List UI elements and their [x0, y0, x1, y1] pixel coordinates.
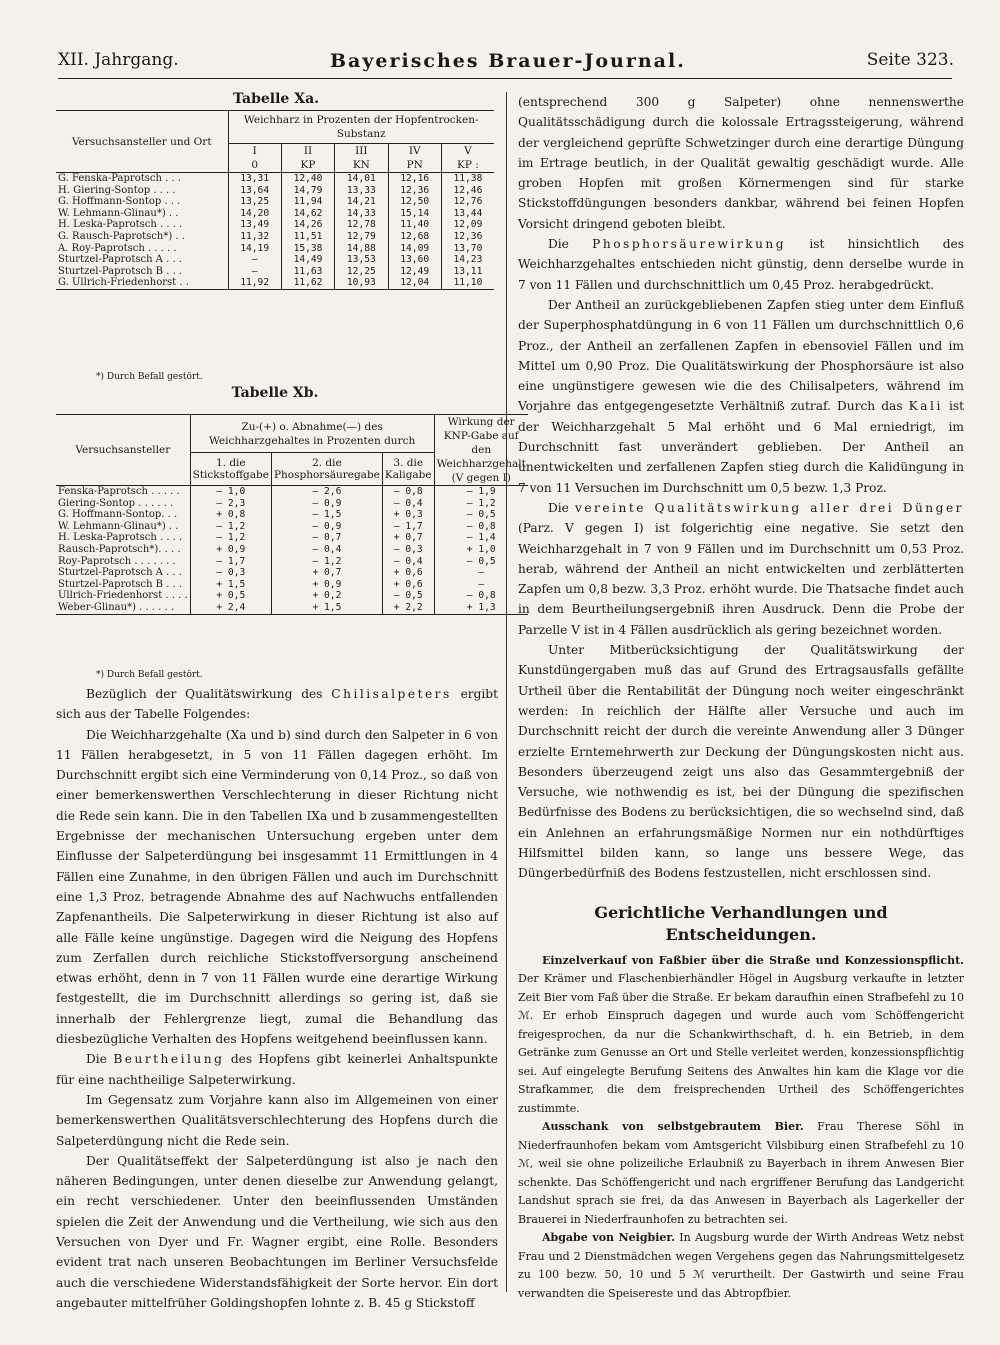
section-title [518, 902, 964, 946]
table-row [56, 254, 494, 266]
paragraph-emphasis: Chilisalpeters [331, 687, 452, 701]
volume-label: XII. Jahrgang. [58, 50, 179, 70]
table-b-row-name: G. Hoffmann-Sontop. . . [58, 509, 178, 521]
table-row [56, 544, 528, 556]
table-a-cell: 14,19 [228, 243, 281, 255]
table-b-cell: + 0,3 [382, 509, 434, 521]
table-a-roman-2: II [281, 144, 334, 159]
right-column [518, 92, 964, 1303]
table-a-row-name: W. Lehmann-Glinau*) . . [58, 207, 179, 219]
table-a-cell: 12,46 [441, 185, 494, 197]
table-b-cell: — 0,5 [382, 590, 434, 602]
table-a-row-name: G. Ullrich-Friedenhorst . . [56, 277, 228, 289]
table-b-cell: — 0,7 [271, 532, 382, 544]
table-b-cell: — 1,4 [434, 532, 528, 544]
table-b-cell: — 1,2 [434, 498, 528, 510]
table-row [56, 486, 528, 498]
table-row [56, 498, 528, 510]
left-column [56, 88, 526, 1310]
paragraph-emphasis: Phosphorsäurewirkung [592, 237, 787, 252]
table-a-cell: 13,44 [441, 208, 494, 220]
paragraph-emphasis: Kali [908, 399, 943, 414]
paragraph-rentabilitaet: Unter Mitberücksichtigung der Qualitätswirkung der Kunstdüngergaben muß das auf Grund des Ertragsausfalls gefällte Urtheil über die Rentabilität der Düngung noch weiter eingeschränkt werden: In reichlich der Hälfte aller Versuche und auch im Durchschnitt reicht der durch die vereinte Anwendung aller 3 Dünger erzielte Erntemehrwerth zur Deckung der Düngungskosten nicht aus. Besonders überzeugend zeigt uns also das Gesammtergebniß der Versuche, wie nothwendig es ist, bei der Düngung die spezifischen Bedürfnisse des Bodens zu berücksichtigen, die so wechselnd sind, daß ein Anlehnen an erfahrungsmäßige Normen nur ein nothdürftiges Hilfsmittel bilden kann, so lange uns bessere Wege, das Düngerbedürfniß des Bodens festzustellen, nicht erschlossen sind. [518, 643, 964, 881]
table-b-cell: + 0,6 [382, 567, 434, 579]
table-a-cell: 13,33 [335, 185, 388, 197]
table-a-row-name: G. Fenska-Paprotsch . . . [58, 173, 181, 184]
court-case-heading: Abgabe von Neigbier. [542, 1231, 676, 1245]
table-row [56, 521, 528, 533]
table-b-cell: + 0,9 [190, 544, 271, 556]
paragraph-qualitaetseffekt: Der Qualitätseffekt der Salpeterdüngung ist also je nach den näheren Bedingungen, unter denen dieselbe zur Anwendung gelangt, ein recht verschiedener. Unter den beeinflussenden Umständen spielen die Zeit der Anwendung und die Vertheilung, wie sich aus den Versuchen von Dyer und Fr. Wagner ergibt, eine Rolle. Besonders evident trat nach unseren Beobachtungen im Berliner Versuchsfelde auch die verschiedene Widerstandsfähigkeit der Sorte hervor. Ein dort angebauter mittelfrüher Goldingshopfen lohnte z. B. 45 g Stickstoff [56, 1153, 498, 1310]
section-title-line-1: Gerichtliche Verhandlungen und [594, 902, 888, 922]
paragraph-text: ist hinsichtlich des Weichharzgehaltes entschieden nicht günstig, denn derselbe wurde in 7 von 11 Fällen und durchschnittlich um 0,45 Proz. herabgedrückt. [518, 237, 965, 292]
table-a-cell: 12,79 [335, 231, 388, 243]
table-a-sub-4: PN [388, 158, 441, 173]
table-b-cell: — 1,7 [190, 556, 271, 568]
table-b-cell: — 1,2 [271, 556, 382, 568]
table-a-cell: 14,26 [281, 219, 334, 231]
table-row [56, 602, 528, 614]
table-a-roman-1: I [228, 144, 281, 159]
left-body-text [56, 684, 498, 1313]
table-a-cell: 12,16 [388, 173, 441, 185]
court-case-faszbier [518, 952, 964, 1119]
table-b-cell: + 0,7 [382, 532, 434, 544]
table-row [56, 556, 528, 568]
table-row [56, 231, 494, 243]
table-row [56, 173, 494, 185]
table-b-title: Tabelle Xb. [231, 385, 319, 401]
table-b-cell: + 0,5 [190, 590, 271, 602]
table-a-row-name: H. Leska-Paprotsch . . . . [58, 219, 183, 231]
table-a-cell: — [228, 254, 281, 266]
table-b-cell: + 0,6 [382, 579, 434, 591]
table-b-cell: — 2,3 [190, 498, 271, 510]
header-rule [58, 78, 952, 79]
paragraph-continued: (entsprechend 300 g Salpeter) ohne nennenswerthe Qualitätsschädigung durch die kolossale Ertragssteigerung, während der vergleichend geprüfte Schwetzinger durch eine derartige Düngung im Ertrage beutlich, in der Qualität gewaltig geschädigt wurde. Alle groben Hopfen mit großen Körnermengen sind für starke Stickstoffdüngungen besonders dankbar, während bei feinen Hopfen Vorsicht dringend geboten bleibt. [518, 95, 964, 231]
table-b-cell: — 1,9 [434, 486, 528, 498]
table-a-cell: 13,11 [441, 266, 494, 278]
paragraph-weichharz: Die Weichharzgehalte (Xa und b) sind durch den Salpeter in 6 von 11 Fällen herabgesetzt, in 5 von 11 Fällen dagegen erhöht. Im Durchschnitt ergibt sich eine Verminderung von 0,14 Proz., so daß von einer bemerkenswerthen Verschlechterung in dieser Richtung nicht die Rede sein kann. Die in den Tabellen IXa und b zusammengestellten Ergebnisse der mechanischen Untersuchung ergeben unter dem Einflusse der Salpeterdüngung bei insgesammt 11 Ermittlungen in 4 Fällen eine Zunahme, in den übrigen Fällen und auch im Durchschnitt eine 1,3 Proz. betragende Abnahme des auf Nachwuchs entfallenden Zapfenantheils. Die Salpeterwirkung in dieser Richtung ist also auf alle Fälle keine ungünstige. Dagegen wird die Neigung des Hopfens zum Zerfallen durch reichliche Stickstoffversorgung anscheinend etwas erhöht, denn in 7 von 11 Fällen wurde eine derartige Wirkung festgestellt, die im Durchschnitt allerdings so gering ist, daß sie innerhalb der Fehlergrenze liegt, zumal die Behandlung das diesbezügliche Verhalten des Hopfens weitgehend beeinflussen kann. [56, 727, 498, 1047]
table-b-row-name: Sturtzel-Paprotsch B . . . [58, 578, 183, 590]
table-a-cell: 12,40 [281, 173, 334, 185]
table-row [56, 532, 528, 544]
table-b-row-name: Giering-Sontop . . . . . . [58, 497, 174, 509]
journal-title: Bayerisches Brauer-Journal. [330, 50, 686, 72]
table-a-cell: 11,10 [441, 277, 494, 289]
table-b-cell: + 0,7 [271, 567, 382, 579]
table-b-cell: + 0,8 [190, 509, 271, 521]
table-row [56, 509, 528, 521]
table-a-cell: 14,79 [281, 185, 334, 197]
table-a-cell: 13,60 [388, 254, 441, 266]
table-a-cell: 14,21 [335, 196, 388, 208]
table-a-title: Tabelle Xa. [232, 91, 320, 107]
table-b-cell: + 1,3 [434, 602, 528, 614]
table-a-cell: 11,40 [388, 219, 441, 231]
table-b-cell: — 2,6 [271, 486, 382, 498]
table-a-row-name: Sturtzel-Paprotsch A . . . [58, 254, 182, 266]
table-b-cell: — 0,8 [382, 486, 434, 498]
paragraph-text: Die [86, 1052, 107, 1067]
table-row [56, 590, 528, 602]
table-a-cell: 14,49 [281, 254, 334, 266]
table-b-col-header-left: Versuchsansteller [56, 415, 190, 486]
paragraph-zapfen-kali [518, 295, 964, 498]
table-a-cell: 15,38 [281, 243, 334, 255]
paragraph-text: Die [548, 500, 569, 515]
table-a-roman-5: V [441, 144, 494, 159]
table-b-row-name: Roy-Paprotsch . . . . . . . [58, 555, 176, 567]
table-b-cell: — 0,4 [382, 556, 434, 568]
table-b-cell: — [434, 567, 528, 579]
table-a-cell: 12,50 [388, 196, 441, 208]
table-b-cell: — 1,2 [190, 532, 271, 544]
paragraph-text: Die [548, 237, 569, 252]
table-b-cell: + 0,9 [271, 579, 382, 591]
table-a-row-name: G. Hoffmann-Sontop . . . [58, 196, 181, 208]
paragraph-text: des Hopfens gibt keinerlei Anhaltspunkte für eine nachtheilige Salpeterwirkung. [56, 1052, 498, 1087]
table-row [56, 219, 494, 231]
table-b-cell: — 1,5 [271, 509, 382, 521]
table-b-sub-1: 1. die Stickstoffgabe [190, 453, 271, 486]
table-b-cell: — 0,4 [382, 498, 434, 510]
table-a-cell: 14,09 [388, 243, 441, 255]
table-b-row-name: Weber-Glinau*) . . . . . . [56, 602, 190, 614]
table-b-row-name: Ullrich-Friedenhorst . . . . [58, 590, 188, 602]
table-a-cell: 13,25 [228, 196, 281, 208]
paragraph-gegensatz: Im Gegensatz zum Vorjahre kann also im Allgemeinen von einer bemerkenswerthen Qualitätsverschlechterung des Hopfens durch die Salpeterdüngung nicht die Rede sein. [56, 1092, 498, 1148]
table-row [56, 243, 494, 255]
table-a-cell: 12,78 [335, 219, 388, 231]
table-b-cell: + 2,4 [190, 602, 271, 614]
table-b-cell: — 0,3 [190, 567, 271, 579]
table-a-cell: 13,70 [441, 243, 494, 255]
table-a-sub-2: KP [281, 158, 334, 173]
table-a-cell: 12,04 [388, 277, 441, 289]
table-a-cell: 11,32 [228, 231, 281, 243]
table-b-cell: + 2,2 [382, 602, 434, 614]
table-row [56, 208, 494, 220]
table-b-cell: — [434, 579, 528, 591]
table-row [56, 277, 494, 289]
column-divider [506, 92, 507, 1292]
table-a-cell: 14,33 [335, 208, 388, 220]
paragraph-emphasis: Beurtheilung [113, 1052, 225, 1067]
court-case-neigbier [518, 1229, 964, 1303]
table-a-cell: 12,36 [388, 185, 441, 197]
table-a-cell: 12,76 [441, 196, 494, 208]
table-b [56, 414, 528, 615]
table-a-cell: 12,49 [388, 266, 441, 278]
table-b-footnote: *) Durch Befall gestört. [96, 670, 203, 680]
table-a-roman-4: IV [388, 144, 441, 159]
table-a-cell: 14,88 [335, 243, 388, 255]
table-a-cell: 10,93 [335, 277, 388, 289]
table-a-cell: 11,62 [281, 277, 334, 289]
court-case-text: Frau Therese Söhl in Niederfraunhofen bekam vom Amtsgericht Vilsbiburg einen Strafbefehl zu 10 ℳ, weil sie ohne polizeiliche Erlaubniß zu Bayerbach in ihrem Anwesen Bier schenkte. Das Schöffengericht und nach ergriffener Berufung das Landgericht Landshut sprach sie frei, da das Anwesen in Bayerbach als Lagerkeller der Brauerei in Niederfraunhofen zu betrachten sei. [518, 1120, 964, 1226]
table-a-cell: 13,64 [228, 185, 281, 197]
court-case-heading: Ausschank von selbstgebrautem Bier. [542, 1120, 804, 1134]
table-b-sub-2: 2. die Phosphorsäuregabe [271, 453, 382, 486]
table-a-cell: 12,09 [441, 219, 494, 231]
paragraph-text: Der Antheil an zurückgebliebenen Zapfen stieg unter dem Einfluß der Superphosphatdüngung in 6 von 11 Fällen um durchschnittlich 0,6 Proz., der Antheil an zerfallenen Zapfen in ebensoviel Fällen und im Mittel um 0,90 Proz. Die Qualitätswirkung der Phosphorsäure ist also eine ungünstigere gewesen wie die des Chilisalpeters, während im Vorjahre das entgegengesetzte Verhältniß zutraf. Durch das [518, 297, 964, 414]
table-a-cell: 14,20 [228, 208, 281, 220]
table-b-cell: + 0,2 [271, 590, 382, 602]
table-a-sub-1: 0 [228, 158, 281, 173]
table-a-row-name: G. Rausch-Paprotsch*) . . [58, 230, 185, 242]
table-b-cell: + 1,0 [434, 544, 528, 556]
table-a-cell: 11,63 [281, 266, 334, 278]
table-b-row-name: W. Lehmann-Glinau*) . . [58, 520, 179, 532]
table-b-row-name: Fenska-Paprotsch . . . . . [58, 486, 180, 497]
table-a-cell: 13,31 [228, 173, 281, 185]
table-a [56, 110, 494, 290]
table-a-cell: 11,38 [441, 173, 494, 185]
table-b-cell: — 0,9 [271, 498, 382, 510]
table-a-cell: 12,25 [335, 266, 388, 278]
court-case-heading: Einzelverkauf von Faßbier über die Straße und Konzessionspflicht. [542, 953, 964, 967]
table-a-cell: — [228, 266, 281, 278]
table-b-cell: + 1,5 [190, 579, 271, 591]
table-b-row-name: H. Leska-Paprotsch . . . . [58, 532, 183, 544]
table-b-col-last: Wirkung der KNP-Gabe auf den Weichharzgehalt (V gegen I) [434, 415, 528, 486]
table-a-cell: 14,01 [335, 173, 388, 185]
table-b-cell: — 1,2 [190, 521, 271, 533]
table-b-cell: — 0,4 [271, 544, 382, 556]
paragraph-beurtheilung [56, 1049, 498, 1090]
table-a-cell: 14,62 [281, 208, 334, 220]
table-a-cell: 13,53 [335, 254, 388, 266]
court-case-text: In Augsburg wurde der Wirth Andreas Wetz nebst Frau und 2 Dienstmädchen wegen Vergehens gegen das Nahrungsmittelgesetz zu 100 bezw. 50, 10 und 5 ℳ verurtheilt. Der Gastwirth und seine Frau verwandten die Speisereste und das Abtropfbier. [518, 1231, 965, 1300]
paragraph-phosphorsaeure [518, 234, 964, 295]
table-b-cell: — 1,0 [190, 486, 271, 498]
table-a-row-name: H. Giering-Sontop . . . . [58, 184, 176, 196]
section-title-line-2: Entscheidungen. [665, 924, 817, 944]
table-b-row-name: Sturtzel-Paprotsch A . . . [58, 567, 182, 579]
table-a-cell: 11,94 [281, 196, 334, 208]
table-row [56, 567, 528, 579]
table-a-col-header-left: Versuchsansteller und Ort [56, 111, 228, 173]
table-b-cell: + 1,5 [271, 602, 382, 614]
table-row [56, 266, 494, 278]
table-b-cell: — 0,3 [382, 544, 434, 556]
table-a-roman-3: III [335, 144, 388, 159]
paragraph-vereinte-wirkung [518, 498, 964, 640]
paragraph-text: ist der Weichharzgehalt 5 Mal erhöht und 6 Mal erniedrigt, im Durchschnitt fast unverändert geblieben. Der Antheil an unentwickelten und zerfallenen Zapfen stieg durch die Kalidüngung in 7 von 11 Versuchen im Durchschnitt um 0,5 bezw. 1,3 Proz. [518, 399, 964, 495]
table-b-cell: — 0,9 [271, 521, 382, 533]
paragraph-text: (Parz. V gegen I) ist folgerichtig eine negative. Sie setzt den Weichharzgehalt in 7 von 9 Fällen und im Durchschnitt um 0,53 Proz. herab, während der Antheil an nicht entwickelten und zerblätterten Zapfen um 0,8 bezw. 3,3 Proz. erhöht wurde. Die Thatsache findet auch in dem Beurtheilungsergebniß ihren Ausdruck. Denn die Probe der Parzelle V ist in 4 Fällen ausdrücklich als gering bezeichnet worden. [518, 521, 964, 637]
table-a-cell: 11,92 [228, 277, 281, 289]
table-row [56, 196, 494, 208]
table-a-footnote: *) Durch Befall gestört. [96, 372, 203, 382]
table-a-cell: 11,51 [281, 231, 334, 243]
table-b-cell: — 0,5 [434, 509, 528, 521]
table-a-cell: 13,49 [228, 219, 281, 231]
table-a-col-header-group: Weichharz in Prozenten der Hopfentrocken-Substanz [228, 111, 494, 144]
court-case-text: Der Krämer und Flaschenbierhändler Högel in Augsburg verkaufte in letzter Zeit Bier vom Faß über die Straße. Er bekam daraufhin einen Strafbefehl zu 10 ℳ. Er erhob Einspruch dagegen und wurde auch vom Schöffengericht freigesprochen, da nur die Schankwirthschaft, d. h. ein Betrieb, in dem Getränke zum Genusse an Ort und Stelle verleitet werden, konzessionspflichtig sei. Auf eingelegte Berufung Seitens des Anwaltes hin kam die Klage vor die Strafkammer, die dem freisprechenden Urtheil des Schöffengerichtes zustimmte. [518, 972, 964, 1115]
table-b-row-name: Rausch-Paprotsch*). . . . [58, 543, 181, 555]
paragraph-text: ergibt sich aus der Tabelle Folgendes: [56, 687, 498, 722]
table-a-cell: 15,14 [388, 208, 441, 220]
table-a-cell: 12,36 [441, 231, 494, 243]
table-row [56, 579, 528, 591]
table-b-cell: — 1,7 [382, 521, 434, 533]
table-b-cell: — 0,8 [434, 590, 528, 602]
page-number: Seite 323. [866, 50, 954, 70]
page-header [58, 50, 954, 74]
paragraph-chilisalpeter-intro [56, 684, 498, 725]
table-a-sub-5: KP : [441, 158, 494, 173]
table-b-cell: — 0,8 [434, 521, 528, 533]
table-a-cell: 14,23 [441, 254, 494, 266]
table-a-row-name: Sturtzel-Paprotsch B . . . [58, 265, 183, 277]
table-b-col-header-group: Zu-(+) o. Abnahme(—) des Weichharzgehaltes in Prozenten durch [190, 415, 434, 453]
table-a-cell: 12,68 [388, 231, 441, 243]
table-b-sub-3: 3. die Kaligabe [382, 453, 434, 486]
table-a-row-name: A. Roy-Paprotsch . . . . . [58, 242, 177, 254]
paragraph-emphasis: vereinte Qualitätswirkung aller drei Dünger [574, 500, 964, 515]
table-a-sub-3: KN [335, 158, 388, 173]
table-row [56, 185, 494, 197]
table-b-cell: — 0,5 [434, 556, 528, 568]
court-case-ausschank [518, 1118, 964, 1229]
paragraph-text: Bezüglich der Qualitätswirkung des [86, 687, 323, 701]
